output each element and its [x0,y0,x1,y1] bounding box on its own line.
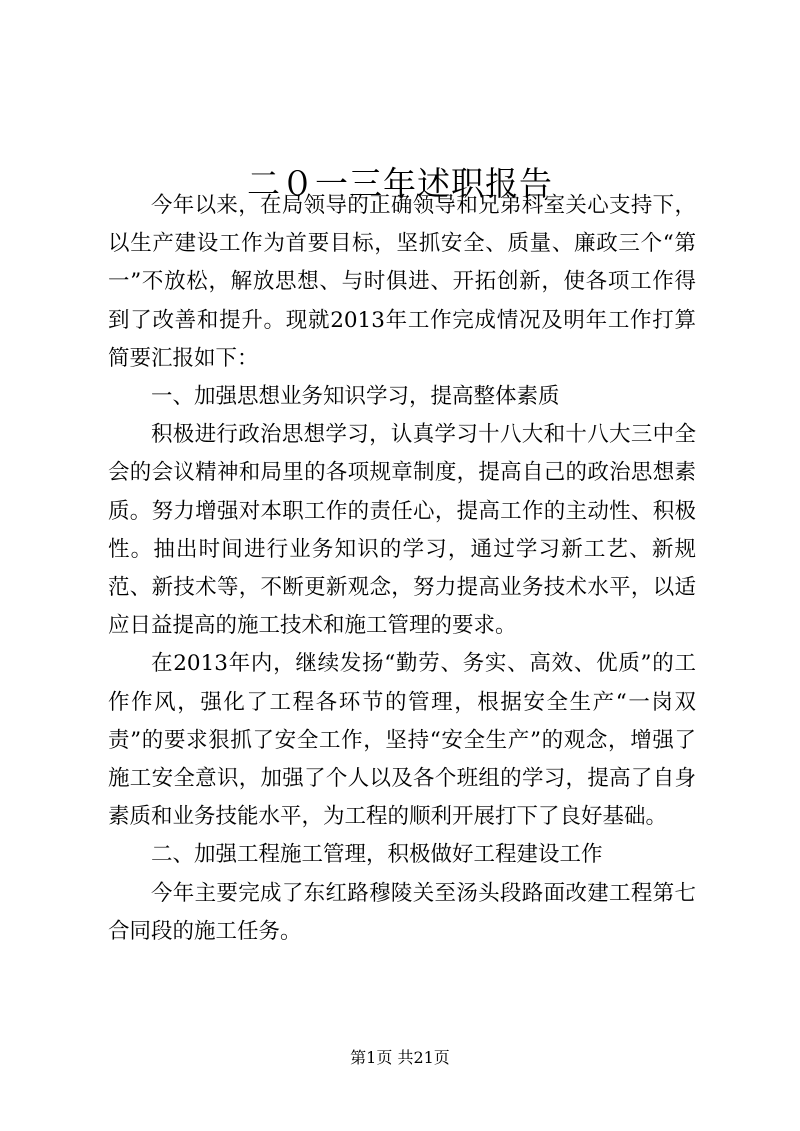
paragraph-tasks: 今年主要完成了东红路穆陵关至汤头段路面改建工程第七合同段的施工任务。 [108,880,696,944]
section-heading-2: 二、加强工程施工管理，积极做好工程建设工作 [151,842,603,868]
document-body [108,187,696,951]
paragraph-study: 积极进行政治思想学习，认真学习十八大和十八大三中全会的会议精神和局里的各项规章制度，提高自己的政治思想素质。努力增强对本职工作的责任心，提高工作的主动性、积极性。抽出时间进行业务知识的学习，通过学习新工艺、新规范、新技术等，不断更新观念，努力提高业务技术水平，以适应日益提高的施工技术和施工管理的要求。 [108,422,696,639]
page-title: 二０一三年述职报告 [247,164,553,204]
section-heading-1: 一、加强思想业务知识学习，提高整体素质 [151,384,560,410]
page-number-footer: 第1页 共21页 [350,1048,450,1067]
paragraph-intro: 今年以来，在局领导的正确领导和兄弟科室关心支持下，以生产建设工作为首要目标，坚抓安全、质量、廉政三个“第一”不放松，解放思想、与时俱进、开拓创新，使各项工作得到了改善和提升。现就2013年工作完成情况及明年工作打算简要汇报如下： [108,193,696,371]
paragraph-work-style: 在2013年内，继续发扬“勤劳、务实、高效、优质”的工作作风，强化了工程各环节的管理，根据安全生产“一岗双责”的要求狠抓了安全工作，坚持“安全生产”的观念，增强了施工安全意识，加强了个人以及各个班组的学习，提高了自身素质和业务技能水平，为工程的顺利开展打下了良好基础。 [108,651,696,830]
